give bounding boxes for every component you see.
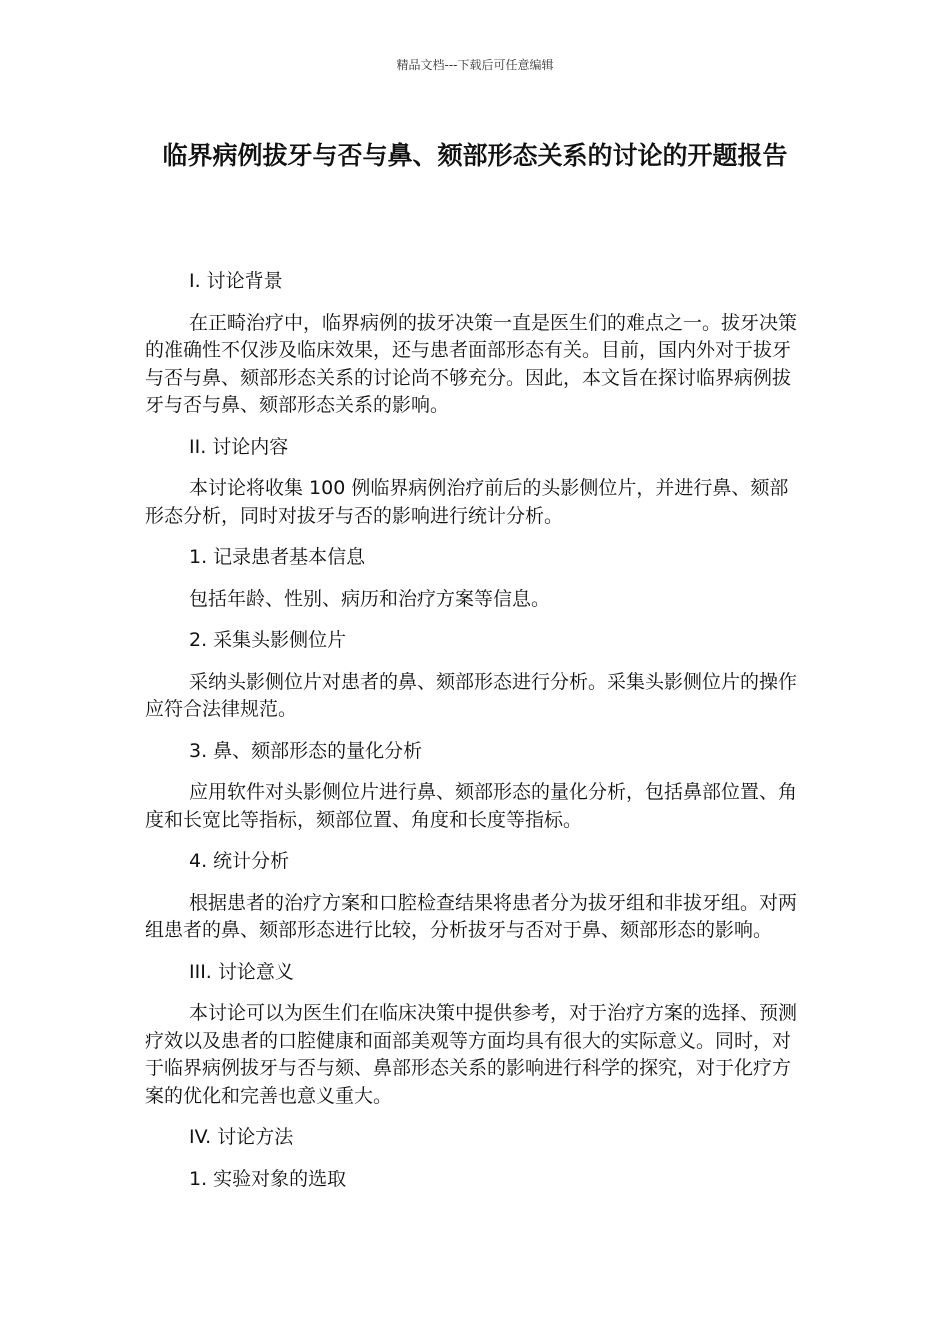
paragraph-significance: 本讨论可以为医生们在临床决策中提供参考，对于治疗方案的选择、预测疗效以及患者的口腔健康和面部美观等方面均具有很大的实际意义。同时，对于临界病例拔牙与否与颏、鼻部形态关系的影响进行科学的探究，对于化疗方案的优化和完善也意义重大。	[145, 1002, 798, 1107]
document-body	[145, 268, 805, 1207]
subheading-quantitative-analysis: 3. 鼻、颏部形态的量化分析	[189, 739, 423, 762]
subheading-statistics: 4. 统计分析	[189, 850, 290, 872]
section-heading-significance: III. 讨论意义	[189, 960, 294, 983]
section-heading-background: I. 讨论背景	[189, 270, 283, 292]
section-heading-content: II. 讨论内容	[189, 435, 289, 458]
section-heading-methods: IV. 讨论方法	[189, 1126, 294, 1148]
paragraph-statistics: 根据患者的治疗方案和口腔检查结果将患者分为拔牙组和非拔牙组。对两组患者的鼻、颏部形态进行比较，分析拔牙与否对于鼻、颏部形态的影响。	[145, 891, 798, 941]
subheading-record-info: 1. 记录患者基本信息	[189, 546, 366, 568]
paragraph-background: 在正畸治疗中，临界病例的拔牙决策一直是医生们的难点之一。拔牙决策的准确性不仅涉及临床效果，还与患者面部形态有关。目前，国内外对于拔牙与否与鼻、颏部形态关系的讨论尚不够充分。因此，本文旨在探讨临界病例拔牙与否与鼻、颏部形态关系的影响。	[145, 311, 798, 416]
subheading-collect-xray: 2. 采集头影侧位片	[189, 629, 347, 651]
paragraph-quantitative-analysis: 应用软件对头影侧位片进行鼻、颏部形态的量化分析，包括鼻部位置、角度和长宽比等指标，颏部位置、角度和长度等指标。	[145, 781, 798, 831]
subheading-subject-selection: 1. 实验对象的选取	[189, 1167, 347, 1190]
header-note: 精品文档---下载后可任意编辑	[396, 58, 554, 72]
document-title: 临界病例拔牙与否与鼻、颏部形态关系的讨论的开题报告	[162, 141, 788, 170]
paragraph-record-info: 包括年龄、性别、病历和治疗方案等信息。	[189, 587, 551, 610]
paragraph-collect-xray: 采纳头影侧位片对患者的鼻、颏部形态进行分析。采集头影侧位片的操作应符合法律规范。	[145, 670, 798, 720]
paragraph-content: 本讨论将收集 100 例临界病例治疗前后的头影侧位片，并进行鼻、颏部形态分析，同时对拔牙与否的影响进行统计分析。	[145, 477, 789, 527]
